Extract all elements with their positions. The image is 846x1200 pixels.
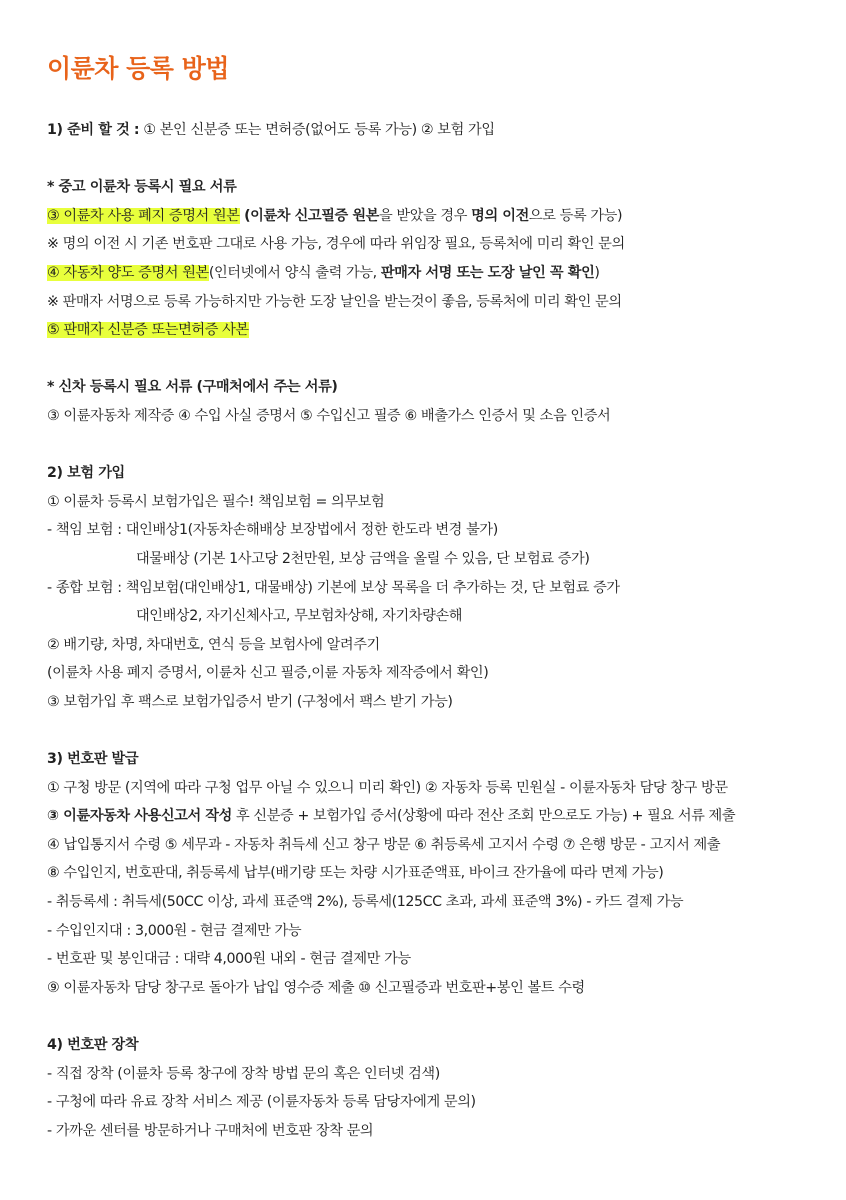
- doc3-a: (: [239, 207, 251, 224]
- plate-mount-line-1: - 직접 장착 (이륜차 등록 창구에 장착 방법 문의 혹은 인터넷 검색): [47, 1065, 440, 1082]
- doc4-line: [47, 259, 826, 288]
- insurance-line-8: ③ 보험가입 후 팩스로 보험가입증서 받기 (구청에서 팩스 받기 가능): [47, 693, 453, 710]
- doc3-d: 명의 이전: [471, 207, 529, 224]
- doc3-b: 이륜차 신고필증 원본: [250, 207, 379, 224]
- plate-issue-line-2-bold: ③ 이륜자동차 사용신고서 작성: [47, 808, 232, 825]
- plate-issue-line-3: ④ 납입통지서 수령 ⑤ 세무과 - 자동차 취득세 신고 창구 방문 ⑥ 취등록세 고지서 수령 ⑦ 은행 방문 - 고지서 제출: [47, 836, 721, 853]
- insurance-line-4: - 종합 보험 : 책임보험(대인배상1, 대물배상) 기본에 보상 목록을 더 추가하는 것, 단 보험료 증가: [47, 579, 620, 596]
- prep-line: [47, 116, 826, 145]
- prep-label: 1) 준비 할 것 :: [47, 122, 140, 138]
- plate-mount-line-3: - 가까운 센터를 방문하거나 구매처에 번호판 장착 문의: [47, 1122, 374, 1139]
- doc3-line: [47, 202, 826, 231]
- doc3-c: 을 받았을 경우: [378, 207, 472, 224]
- plate-issue-line-8: ⑨ 이륜자동차 담당 창구로 돌아가 납입 영수증 제출 ⑩ 신고필증과 번호판+봉인 볼트 수령: [47, 979, 585, 996]
- doc4-highlight: ④ 자동차 양도 증명서 원본: [47, 264, 209, 281]
- doc4-c: ): [594, 264, 600, 281]
- note-1: ※ 명의 이전 시 기존 번호판 그대로 사용 가능, 경우에 따라 위임장 필요, 등록처에 미리 확인 문의: [47, 236, 625, 253]
- plate-issue-line-2-rest: 후 신분증 + 보험가입 증서(상황에 따라 전산 조회 만으로도 가능) + 필요 서류 제출: [231, 808, 736, 825]
- insurance-line-3: 대물배상 (기본 1사고당 2천만원, 보상 금액을 올릴 수 있음, 단 보험료 증가): [136, 550, 590, 567]
- document: [47, 52, 826, 1145]
- insurance-header: 2) 보험 가입: [47, 465, 125, 482]
- doc5-highlight: ⑤ 판매자 신분증 또는면허증 사본: [47, 322, 249, 339]
- plate-mount-line-2: - 구청에 따라 유료 장착 서비스 제공 (이륜자동차 등록 담당자에게 문의): [47, 1094, 476, 1111]
- plate-issue-header: 3) 번호판 발급: [47, 751, 139, 768]
- plate-issue-line-6: - 수입인지대 : 3,000원 - 현금 결제만 가능: [47, 922, 302, 939]
- new-docs-header: * 신차 등록시 필요 서류 (구매처에서 주는 서류): [47, 379, 338, 396]
- insurance-line-1: ① 이륜차 등록시 보험가입은 필수! 책임보험 = 의무보험: [47, 493, 385, 510]
- plate-issue-line-2: [47, 802, 826, 831]
- plate-issue-line-7: - 번호판 및 봉인대금 : 대략 4,000원 내외 - 현금 결제만 가능: [47, 951, 411, 968]
- doc4-b: 판매자 서명 또는 도장 날인 꼭 확인: [380, 264, 595, 281]
- plate-issue-line-4: ⑧ 수입인지, 번호판대, 취등록세 납부(배기량 또는 차량 시가표준액표, 바이크 잔가율에 따라 면제 가능): [47, 865, 664, 882]
- insurance-line-5: 대인배상2, 자기신체사고, 무보험차상해, 자기차량손해: [136, 608, 462, 625]
- insurance-line-6: ② 배기량, 차명, 차대번호, 연식 등을 보험사에 알려주기: [47, 636, 380, 653]
- doc5-line: [47, 316, 826, 345]
- doc3-e: 으로 등록 가능): [528, 207, 623, 224]
- used-docs-header: * 중고 이륜차 등록시 필요 서류: [47, 179, 237, 196]
- plate-mount-header: 4) 번호판 장착: [47, 1037, 139, 1053]
- plate-issue-line-1: ① 구청 방문 (지역에 따라 구청 업무 아닐 수 있으니 미리 확인) ② 자동차 등록 민원실 - 이륜자동차 담당 창구 방문: [47, 779, 728, 796]
- doc4-a: (인터넷에서 양식 출력 가능,: [208, 264, 381, 281]
- new-docs-list: ③ 이륜자동차 제작증 ④ 수입 사실 증명서 ⑤ 수입신고 필증 ⑥ 배출가스 인증서 및 소음 인증서: [47, 407, 611, 424]
- doc3-highlight: ③ 이륜차 사용 폐지 증명서 원본: [47, 207, 240, 224]
- plate-issue-line-5: - 취등록세 : 취득세(50CC 이상, 과세 표준액 2%), 등록세(125CC 초과, 과세 표준액 3%) - 카드 결제 가능: [47, 894, 684, 911]
- insurance-line-7: (이륜차 사용 폐지 증명서, 이륜차 신고 필증,이륜 자동차 제작증에서 확인): [47, 665, 489, 682]
- note-2: ※ 판매자 서명으로 등록 가능하지만 가능한 도장 날인을 받는것이 좋음, 등록처에 미리 확인 문의: [47, 293, 622, 310]
- page-title: 이륜차 등록 방법: [47, 54, 229, 83]
- prep-text: ① 본인 신분증 또는 면허증(없어도 등록 가능) ② 보험 가입: [139, 122, 495, 138]
- insurance-line-2: - 책임 보험 : 대인배상1(자동차손해배상 보장법에서 정한 한도라 변경 불가): [47, 522, 498, 539]
